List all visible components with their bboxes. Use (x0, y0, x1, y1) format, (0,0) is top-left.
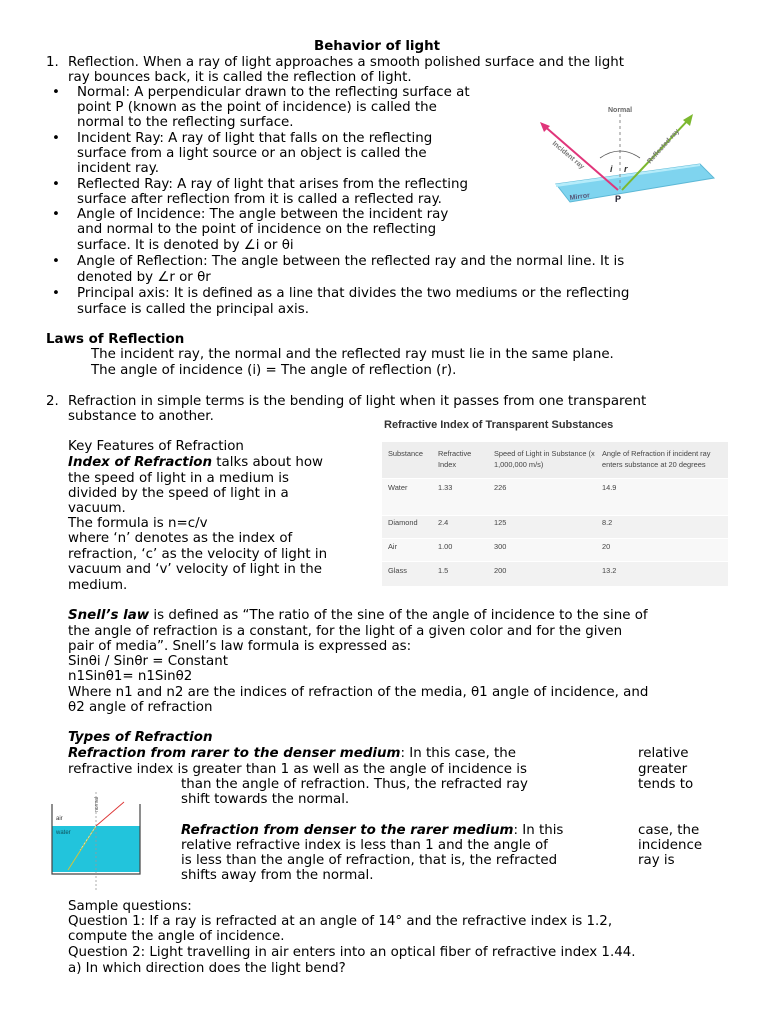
table-cell-diamond-index: 2.4 (438, 518, 449, 527)
table-header-speed: Speed of Light in Substance (x 1,000,000 m/s) (494, 449, 595, 469)
table-row (382, 515, 728, 539)
where-line-2: refraction, ‘c’ as the velocity of light in (68, 547, 328, 562)
mirror-label: Mirror (569, 192, 591, 202)
table-cell-air-speed: 300 (494, 542, 507, 551)
dense-col-word-1: case, the (638, 823, 700, 838)
angle-i-label: i (610, 164, 613, 174)
dense-line-1-rest: : In this (513, 823, 564, 838)
water-label: water (56, 830, 71, 836)
reflection-intro-line-2: ray bounces back, it is called the reflection of light. (68, 70, 412, 85)
bullet-angle-incidence-line-3: surface. It is denoted by ∠i or θi (77, 238, 294, 253)
rare-col-word-3: tends to (638, 777, 694, 792)
air-label: air (56, 816, 63, 822)
table-cell-glass-speed: 200 (494, 566, 507, 575)
question-2-line-2: a) In which direction does the light bend? (68, 961, 346, 976)
rare-line-1 (68, 746, 516, 761)
table-cell-air: Air (388, 542, 398, 551)
rare-line-4: shift towards the normal. (181, 792, 350, 807)
table-cell-air-index: 1.00 (438, 542, 453, 551)
table-cell-diamond-angle: 8.2 (602, 518, 613, 527)
refraction-intro-line-2: substance to another. (68, 409, 214, 424)
table-row (382, 538, 728, 562)
index-line-4: vacuum. (68, 501, 126, 516)
bullet-angle-incidence-line-1: Angle of Incidence: The angle between the incident ray (77, 207, 449, 222)
bullet-marker: • (52, 85, 60, 100)
bullet-reflected-line-1: Reflected Ray: A ray of light that arises from the reflecting (77, 177, 468, 192)
section-number-2: 2. (46, 394, 59, 409)
bullet-normal-line-1: Normal: A perpendicular drawn to the reflecting surface at (77, 85, 470, 100)
bullet-principal-axis-line-2: surface is called the principal axis. (77, 302, 309, 317)
table-cell-water-speed: 226 (494, 483, 507, 492)
reflection-intro-line-1: Reflection. When a ray of light approaches a smooth polished surface and the light (68, 55, 624, 70)
bullet-incident-line-3: incident ray. (77, 161, 160, 176)
key-features-heading: Key Features of Refraction (68, 439, 244, 454)
bullet-angle-incidence-line-2: and normal to the point of incidence on the reflecting (77, 222, 437, 237)
dense-line-2: relative refractive index is less than 1 and the angle of (181, 838, 548, 853)
dense-term: Refraction from denser to the rarer medium (181, 823, 514, 838)
rare-line-3: than the angle of refraction. Thus, the refracted ray (181, 777, 528, 792)
table-cell-water-angle: 14.9 (602, 483, 617, 492)
point-p-label: P (615, 194, 622, 204)
bullet-marker: • (52, 207, 60, 222)
bullet-normal-line-2: point P (known as the point of incidence) is called the (77, 100, 437, 115)
table-header-substance: Substance (388, 449, 423, 458)
table-cell-diamond-speed: 125 (494, 518, 507, 527)
where-line-1: where ‘n’ denotes as the index of (68, 531, 293, 546)
bullet-incident-line-2: surface from a light source or an object is called the (77, 146, 427, 161)
table-cell-glass-index: 1.5 (438, 566, 449, 575)
rare-line-1-rest: : In this case, the (400, 746, 516, 761)
types-heading: Types of Refraction (68, 730, 213, 745)
table-row (382, 478, 728, 516)
samples-heading: Sample questions: (68, 899, 192, 914)
bullet-incident-line-1: Incident Ray: A ray of light that falls on the reflecting (77, 131, 433, 146)
table-title: Refractive Index of Transparent Substances (384, 419, 614, 431)
index-line-3: divided by the speed of light in a (68, 486, 289, 501)
rare-col-word-2: greater (638, 762, 688, 777)
question-1-line-1: Question 1: If a ray is refracted at an angle of 14° and the refractive index is 1.2, (68, 914, 613, 929)
bullet-marker: • (52, 177, 60, 192)
index-term: Index of Refraction (68, 455, 213, 470)
section-number-1: 1. (46, 55, 59, 70)
where-line-3: vacuum and ‘v’ velocity of light in the (68, 562, 323, 577)
snell-formula-1: Sinθi / Sinθr = Constant (68, 654, 228, 669)
bullet-marker: • (52, 131, 60, 146)
refractive-index-table (382, 417, 728, 585)
reflection-diagram (530, 98, 730, 210)
incident-ray-label: Incident ray (550, 140, 586, 171)
question-2-line-1: Question 2: Light travelling in air enters into an optical fiber of refractive index 1.44. (68, 945, 636, 960)
page-title: Behavior of light (314, 39, 441, 54)
laws-line-2: The angle of incidence (i) = The angle of reflection (r). (91, 363, 457, 378)
table-header-refractive-index: Refractive Index (438, 449, 472, 469)
angle-r-label: r (624, 164, 628, 174)
index-line-2: the speed of light in a medium is (68, 471, 289, 486)
normal-label: Normal (608, 107, 633, 114)
dense-line-1 (181, 823, 563, 838)
question-1-line-2: compute the angle of incidence. (68, 929, 285, 944)
laws-line-1: The incident ray, the normal and the reflected ray must lie in the same plane. (91, 347, 614, 362)
table-cell-glass-angle: 13.2 (602, 566, 617, 575)
table-row (382, 561, 728, 586)
bullet-marker: • (52, 286, 60, 301)
bullet-marker: • (52, 254, 60, 269)
bullet-reflected-line-2: surface after reflection from it is called a reflected ray. (77, 192, 442, 207)
normal-label: normal (94, 796, 100, 812)
snell-formula-2: n1Sinθ1= n1Sinθ2 (68, 669, 193, 684)
reflected-ray-label: Reflected ray (646, 127, 681, 166)
index-line-1 (68, 455, 323, 470)
snell-term: Snell’s law (68, 608, 150, 623)
refraction-intro-line-1: Refraction in simple terms is the bending of light when it passes from one transparent (68, 394, 647, 409)
incident-ray-line (96, 802, 124, 826)
dense-line-4: shifts away from the normal. (181, 868, 374, 883)
refraction-diagram (46, 790, 148, 892)
where-n-line-2: θ2 angle of refraction (68, 700, 213, 715)
table-cell-diamond: Diamond (388, 518, 418, 527)
dense-col-word-2: incidence (638, 838, 703, 853)
index-line-1-rest: talks about how (212, 455, 323, 470)
snell-line-1 (68, 608, 648, 623)
bullet-normal-line-3: normal to the reflecting surface. (77, 115, 294, 130)
where-n-line-1: Where n1 and n2 are the indices of refraction of the media, θ1 angle of incidence, and (68, 685, 649, 700)
laws-heading: Laws of Reflection (46, 332, 185, 347)
incident-ray-line (542, 124, 618, 190)
rare-col-word-1: relative (638, 746, 689, 761)
where-line-4: medium. (68, 578, 128, 593)
snell-line-3: pair of media”. Snell’s law formula is expressed as: (68, 639, 412, 654)
table-header-angle: Angle of Refraction if incident ray enters substance at 20 degrees (602, 449, 711, 469)
table-cell-water: Water (388, 483, 408, 492)
table-cell-water-index: 1.33 (438, 483, 453, 492)
table-cell-air-angle: 20 (602, 542, 611, 551)
snell-line-1-rest: is defined as “The ratio of the sine of the angle of incidence to the sine of (149, 608, 648, 623)
rare-line-2: refractive index is greater than 1 as well as the angle of incidence is (68, 762, 527, 777)
bullet-angle-reflection-line-2: denoted by ∠r or θr (77, 270, 211, 285)
snell-line-2: the angle of refraction is a constant, for the light of a given color and for the given (68, 624, 623, 639)
rare-term: Refraction from rarer to the denser medium (68, 746, 401, 761)
formula-line: The formula is n=c/v (68, 516, 208, 531)
bullet-principal-axis-line-1: Principal axis: It is defined as a line that divides the two mediums or the reflecting (77, 286, 630, 301)
dense-line-3: is less than the angle of refraction, that is, the refracted (181, 853, 558, 868)
dense-col-word-3: ray is (638, 853, 675, 868)
bullet-angle-reflection-line-1: Angle of Reflection: The angle between the reflected ray and the normal line. It is (77, 254, 625, 269)
table-grid (382, 442, 728, 585)
table-cell-glass: Glass (388, 566, 407, 575)
